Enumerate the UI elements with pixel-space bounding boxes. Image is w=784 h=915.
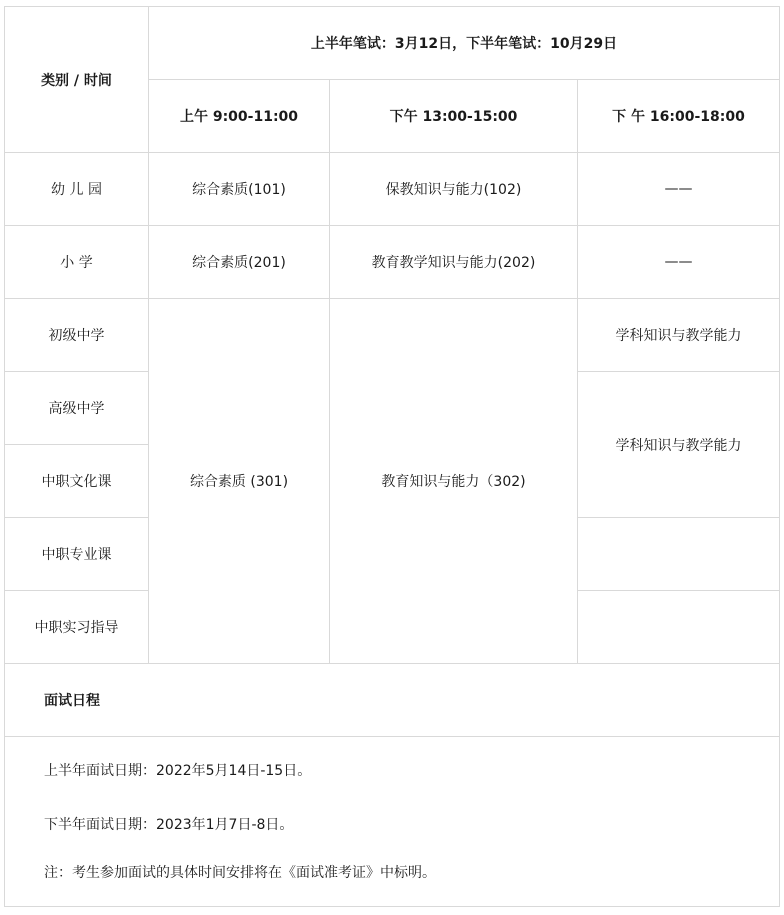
slot-afternoon1-header: 下午 13:00-15:00	[330, 80, 578, 153]
subject-cell: 综合素质(201)	[149, 226, 330, 299]
empty-cell	[578, 518, 780, 591]
merged-subject-302: 教育知识与能力（302)	[330, 299, 578, 664]
row-label: 中职文化课	[5, 445, 149, 518]
subject-cell: 教育教学知识与能力(202)	[330, 226, 578, 299]
interview-second-half: 下半年面试日期：2023年1月7日-8日。	[44, 816, 294, 833]
table-row	[5, 226, 780, 299]
subject-cell: 学科知识与教学能力	[578, 372, 780, 518]
subject-cell: 学科知识与教学能力	[578, 299, 780, 372]
row-label: 中职专业课	[5, 518, 149, 591]
interview-first-half: 上半年面试日期：2022年5月14日-15日。	[44, 762, 312, 779]
row-label: 小 学	[5, 226, 149, 299]
interview-note: 注：考生参加面试的具体时间安排将在《面试准考证》中标明。	[44, 864, 436, 881]
row-label: 高级中学	[5, 372, 149, 445]
row-label: 中职实习指导	[5, 591, 149, 664]
subject-cell: 保教知识与能力(102)	[330, 153, 578, 226]
row-label: 幼 儿 园	[5, 153, 149, 226]
table-row	[5, 153, 780, 226]
slot-morning-header: 上午 9:00-11:00	[149, 80, 330, 153]
written-exam-dates: 上半年笔试：3月12日，下半年笔试：10月29日	[149, 7, 780, 80]
exam-schedule-table	[4, 6, 780, 907]
subject-cell: ——	[578, 226, 780, 299]
merged-subject-301: 综合素质 (301)	[149, 299, 330, 664]
slot-afternoon2-header: 下 午 16:00-18:00	[578, 80, 780, 153]
interview-title: 面试日程	[5, 664, 780, 737]
subject-cell: 综合素质(101)	[149, 153, 330, 226]
row-label: 初级中学	[5, 299, 149, 372]
subject-cell: ——	[578, 153, 780, 226]
empty-cell	[578, 591, 780, 664]
category-time-header: 类别 / 时间	[5, 7, 149, 153]
interview-notes	[5, 737, 780, 907]
table-row	[5, 299, 780, 372]
